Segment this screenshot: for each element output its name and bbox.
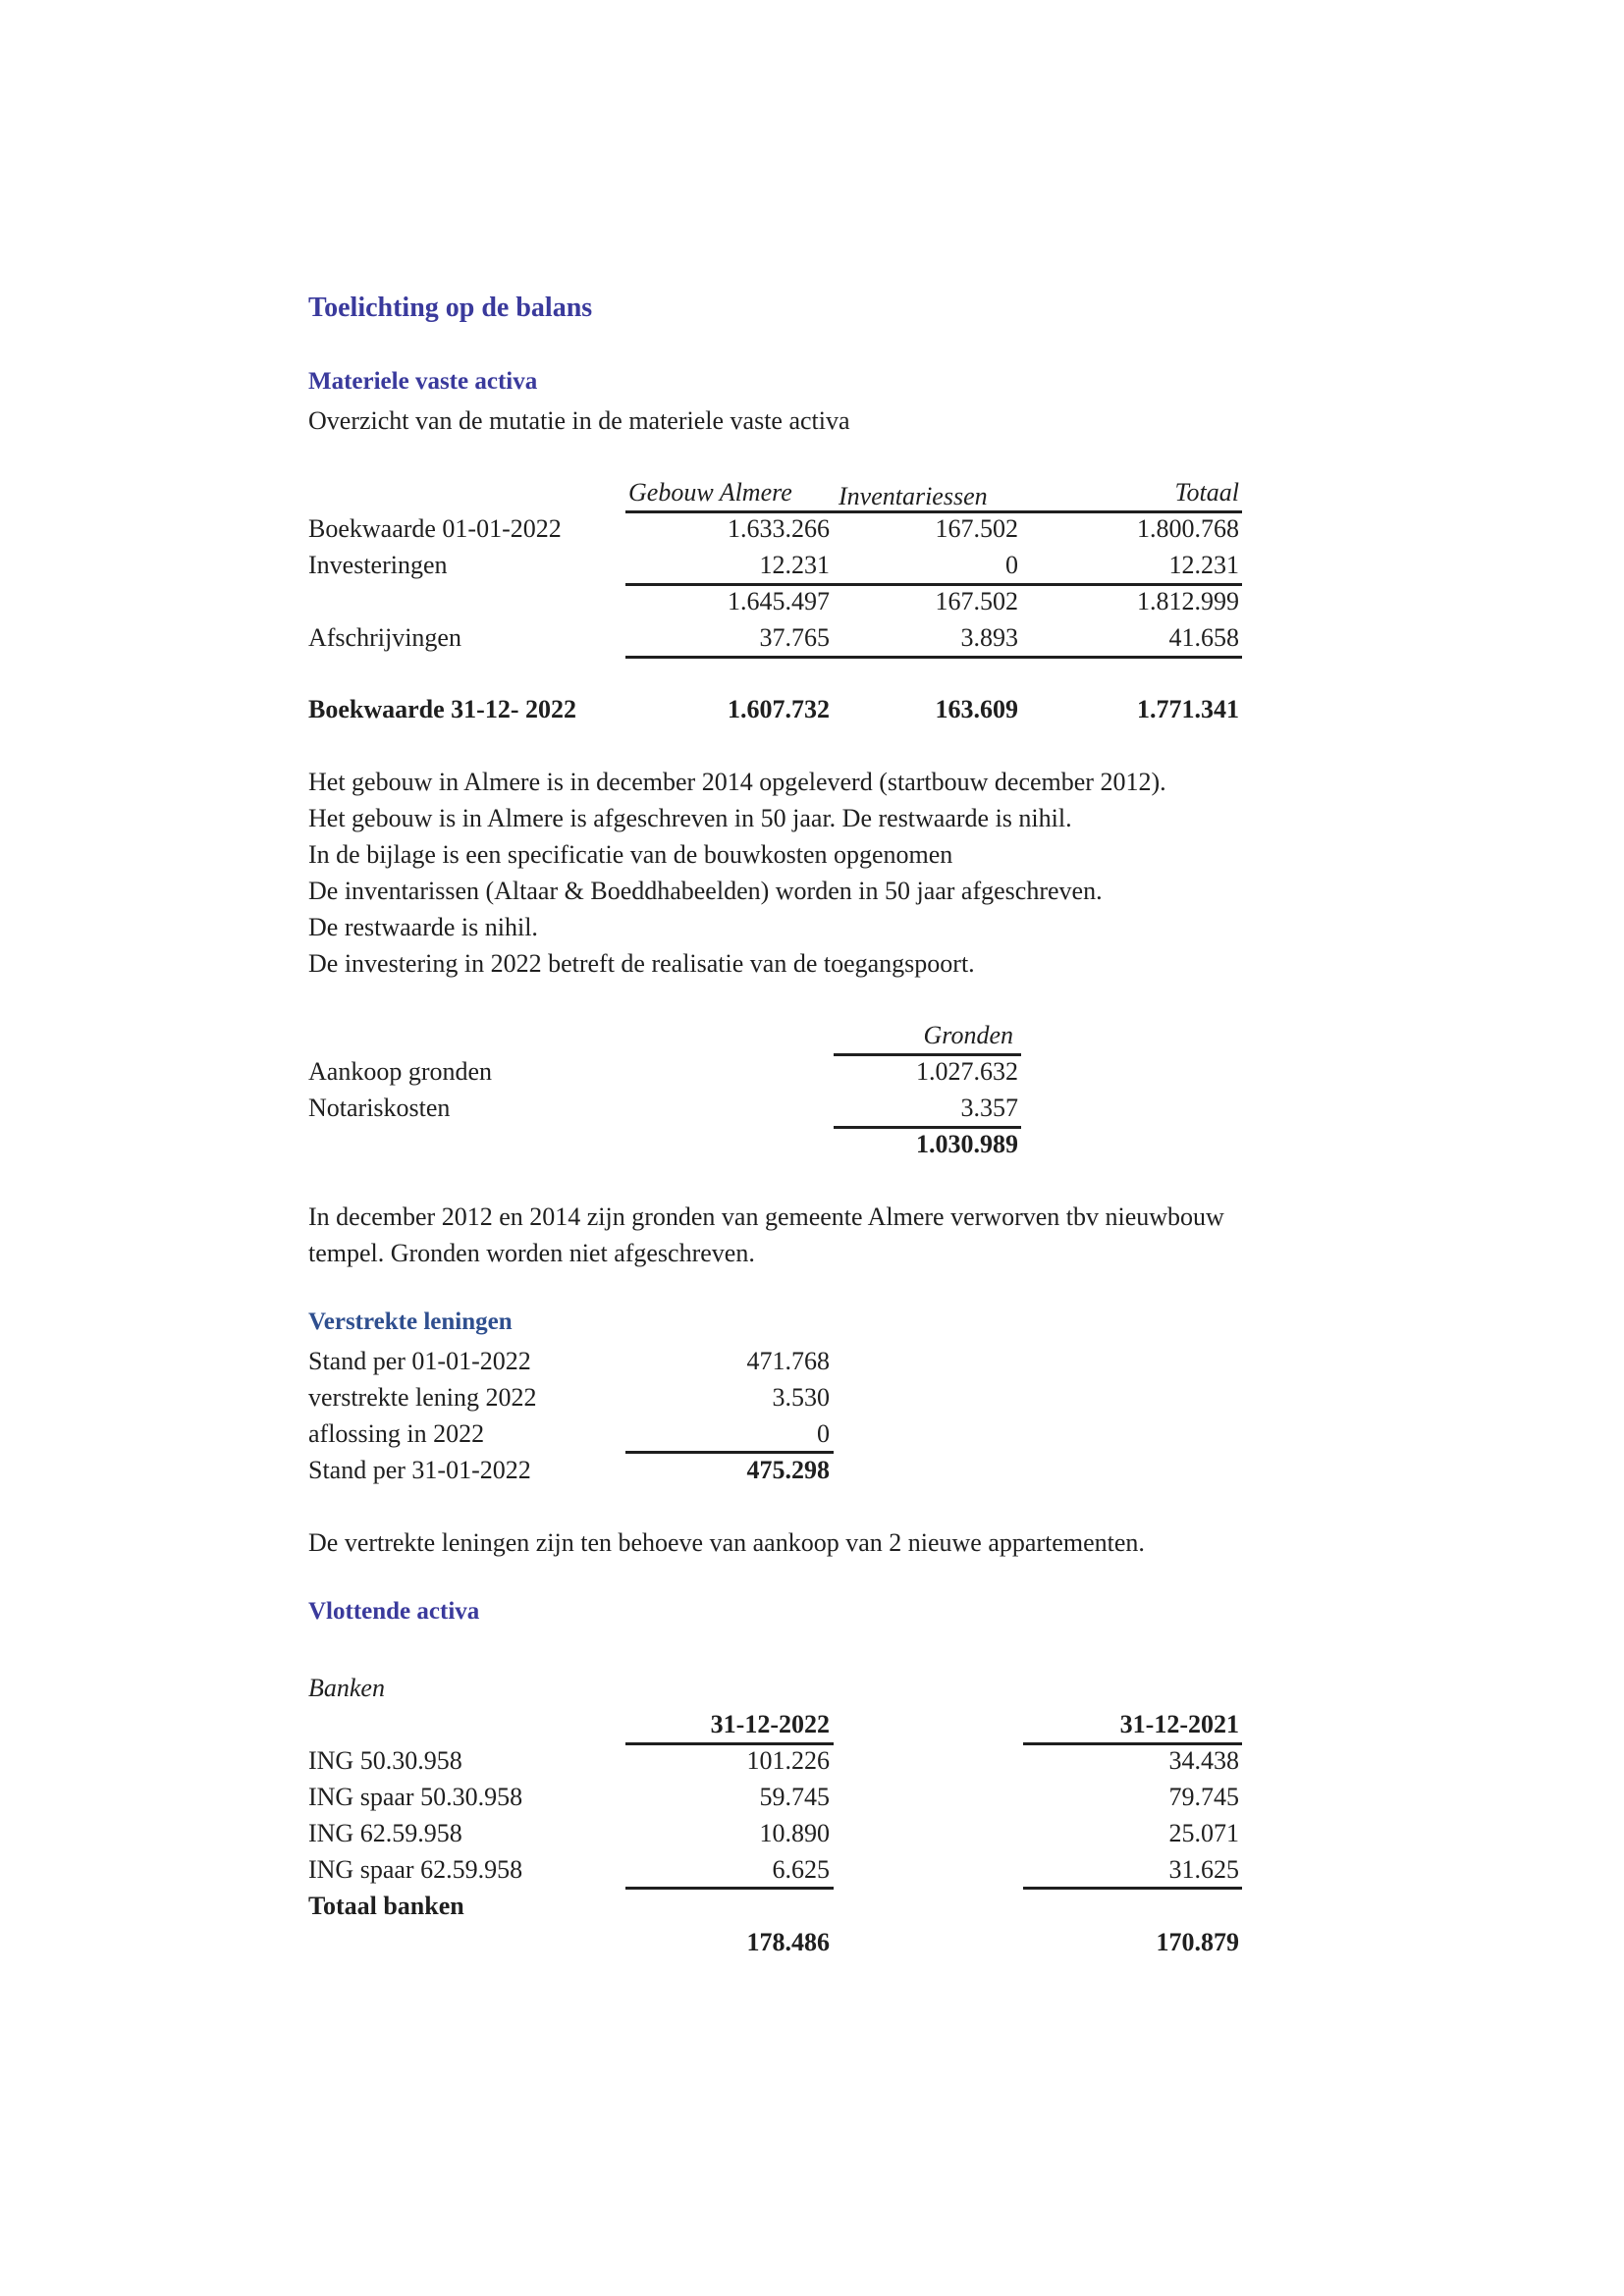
vlottend-heading: Vlottende activa [308, 1598, 480, 1625]
total-value-2022: 178.486 [746, 1928, 830, 1956]
cell-value: 167.502 [935, 514, 1018, 543]
row-label: Stand per 01-01-2022 [308, 1347, 531, 1375]
note-line: tempel. Gronden worden niet afgeschreven. [308, 1239, 755, 1267]
cell-value: 0 [817, 1419, 830, 1448]
cell-value: 12.231 [759, 551, 830, 579]
mva-subtitle: Overzicht van de mutatie in de materiele vaste activa [308, 406, 850, 435]
cell-value: 0 [1005, 551, 1018, 579]
note-line: In de bijlage is een specificatie van de bouwkosten opgenomen [308, 840, 953, 869]
bank-row-label: ING 62.59.958 [308, 1819, 462, 1847]
cell-value: 37.765 [759, 623, 830, 652]
cell-value: 471.768 [746, 1347, 830, 1375]
note-line: De restwaarde is nihil. [308, 913, 538, 941]
cell-value: 3.530 [772, 1383, 830, 1412]
cell-value: 1.812.999 [1137, 587, 1239, 615]
col-header-2022: 31-12-2022 [710, 1710, 830, 1738]
mva-heading: Materiele vaste activa [308, 368, 538, 395]
note-line: De inventarissen (Altaar & Boeddhabeelden) worden in 50 jaar afgeschreven. [308, 877, 1103, 905]
cell-value: 25.071 [1168, 1819, 1239, 1847]
cell-value: 3.893 [960, 623, 1018, 652]
cell-value: 1.633.266 [728, 514, 830, 543]
banken-total-rule-2022 [625, 1887, 834, 1890]
cell-value: 6.625 [772, 1855, 830, 1884]
col-header-2021: 31-12-2021 [1119, 1710, 1239, 1738]
total-value: 163.609 [935, 695, 1018, 723]
row-label: Stand per 31-01-2022 [308, 1456, 531, 1484]
banken-subheading: Banken [308, 1674, 385, 1702]
cell-value: 34.438 [1168, 1746, 1239, 1775]
cell-value: 1.027.632 [916, 1057, 1018, 1086]
row-label-notariskosten: Notariskosten [308, 1094, 451, 1122]
bank-row-label: ING 50.30.958 [308, 1746, 462, 1775]
banken-total-rule-2021 [1023, 1887, 1242, 1890]
note-line: Het gebouw in Almere is in december 2014 opgeleverd (startbouw december 2012). [308, 768, 1166, 796]
row-label-aankoop: Aankoop gronden [308, 1057, 493, 1086]
cell-value: 59.745 [759, 1783, 830, 1811]
note-line: De investering in 2022 betreft de realisatie van de toegangspoort. [308, 949, 975, 978]
bank-row-label: ING spaar 62.59.958 [308, 1855, 523, 1884]
gronden-total: 1.030.989 [916, 1130, 1018, 1158]
total-value: 1.607.732 [728, 695, 830, 723]
gronden-notes [308, 1199, 1290, 1271]
mva-notes [308, 764, 1290, 982]
row-label: aflossing in 2022 [308, 1419, 485, 1448]
note-line: In december 2012 en 2014 zijn gronden van gemeente Almere verworven tbv nieuwbouw [308, 1202, 1224, 1231]
col-header-inventariessen: Inventariessen [839, 482, 988, 510]
row-label-investeringen: Investeringen [308, 551, 448, 579]
cell-value: 41.658 [1168, 623, 1239, 652]
row-label: verstrekte lening 2022 [308, 1383, 537, 1412]
page-title: Toelichting op de balans [308, 293, 593, 323]
col-header-totaal: Totaal [1174, 478, 1239, 507]
note-line: Het gebouw is in Almere is afgeschreven in 50 jaar. De restwaarde is nihil. [308, 804, 1072, 832]
row-label-afschrijvingen: Afschrijvingen [308, 623, 461, 652]
cell-value: 79.745 [1168, 1783, 1239, 1811]
col-header-gebouw: Gebouw Almere [628, 478, 792, 507]
cell-value: 1.800.768 [1137, 514, 1239, 543]
total-value: 1.771.341 [1137, 695, 1239, 723]
cell-value: 167.502 [935, 587, 1018, 615]
cell-value: 31.625 [1168, 1855, 1239, 1884]
row-label-boekwaarde-eind: Boekwaarde 31-12- 2022 [308, 695, 576, 723]
cell-value: 1.645.497 [728, 587, 830, 615]
totaal-banken-label: Totaal banken [308, 1892, 464, 1920]
cell-value: 101.226 [746, 1746, 830, 1775]
cell-value: 12.231 [1168, 551, 1239, 579]
row-label-boekwaarde-begin: Boekwaarde 01-01-2022 [308, 514, 562, 543]
leningen-total: 475.298 [746, 1456, 830, 1484]
gronden-header: Gronden [923, 1021, 1013, 1049]
leningen-note: De vertrekte leningen zijn ten behoeve van aankoop van 2 nieuwe appartementen. [308, 1528, 1145, 1557]
cell-value: 10.890 [759, 1819, 830, 1847]
cell-value: 3.357 [960, 1094, 1018, 1122]
total-value-2021: 170.879 [1156, 1928, 1239, 1956]
afschrijvingen-rule [625, 656, 1242, 659]
leningen-heading: Verstrekte leningen [308, 1308, 513, 1335]
bank-row-label: ING spaar 50.30.958 [308, 1783, 523, 1811]
